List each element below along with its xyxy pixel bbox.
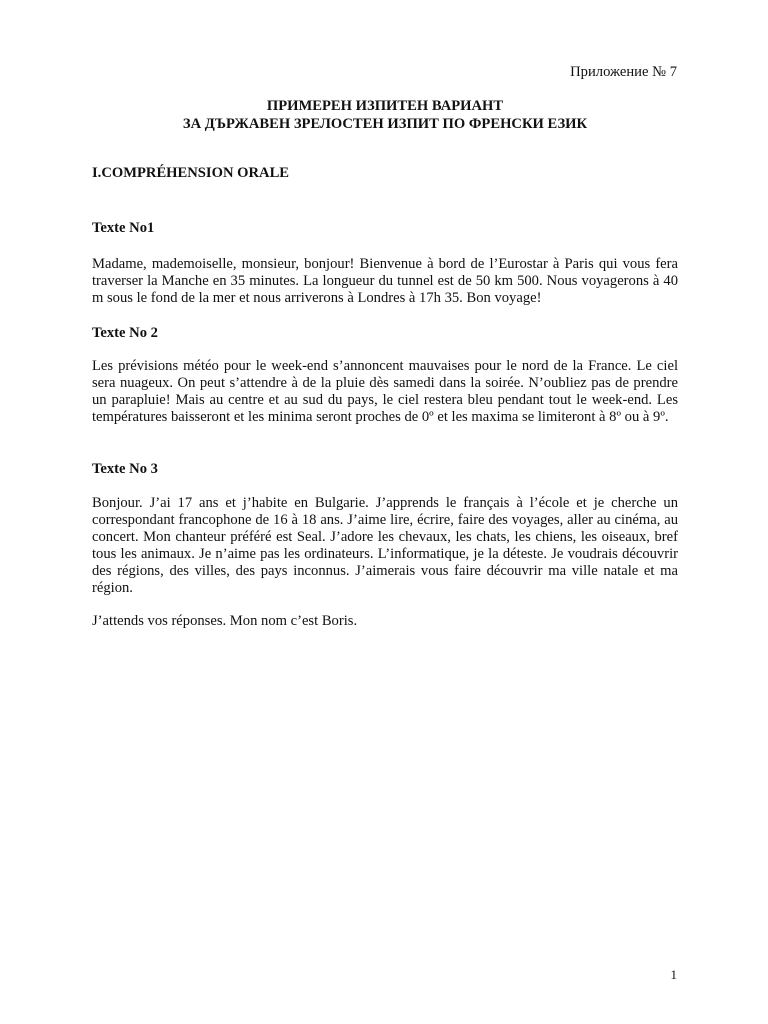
title-line-2: ЗА ДЪРЖАВЕН ЗРЕЛОСТЕН ИЗПИТ ПО ФРЕНСКИ ЕЗИК xyxy=(182,116,588,132)
text-1-heading: Texte No1 xyxy=(92,220,155,236)
annex-label: Приложение № 7 xyxy=(570,64,677,80)
text-2-heading: Texte No 2 xyxy=(92,325,158,341)
text-3-paragraph: Bonjour. J’ai 17 ans et j’habite en Bulgarie. J’apprends le français à l’école et je cherche un correspondant francophone de 16 à 18 ans. J’aime lire, écrire, faire des voyages, aller au cinéma, au concert. Mon chanteur préféré est Seal. J’adore les chevaux, les chats, les chiens, les oiseaux, bref tous les animaux. Je n’aime pas les ordinateurs. L’informatique, je la déteste. Je voudrais découvrir des régions, des villes, des pays inconnus. J’aimerais vous faire découvrir ma ville natale et ma région. xyxy=(92,495,678,596)
document-title xyxy=(92,97,678,133)
title-line-1: ПРИМЕРЕН ИЗПИТЕН ВАРИАНТ xyxy=(266,98,504,114)
page-number: 1 xyxy=(670,967,677,982)
text-1-paragraph: Madame, mademoiselle, monsieur, bonjour! Bienvenue à bord de l’Eurostar à Paris qui vous fera traverser la Manche en 35 minutes. La longueur du tunnel est de 50 km 500. Nous voyagerons à 40 m sous le fond de la mer et nous arriverons à Londres à 17h 35. Bon voyage! xyxy=(92,256,678,306)
text-3-heading: Texte No 3 xyxy=(92,461,158,477)
text-2-paragraph: Les prévisions météo pour le week-end s’annoncent mauvaises pour le nord de la France. Le ciel sera nuageux. On peut s’attendre à de la pluie dès samedi dans la soirée. N’oubliez pas de prendre un parapluie! Mais au centre et au sud du pays, le ciel restera bleu pendant tout le week-end. Les températures baisseront et les minima seront proches de 0º et les maxima se limiteront à 8º ou à 9º. xyxy=(92,358,678,425)
text-3-closing-paragraph: J’attends vos réponses. Mon nom c’est Boris. xyxy=(92,613,358,629)
section-heading: I.COMPRÉHENSION ORALE xyxy=(92,165,290,181)
